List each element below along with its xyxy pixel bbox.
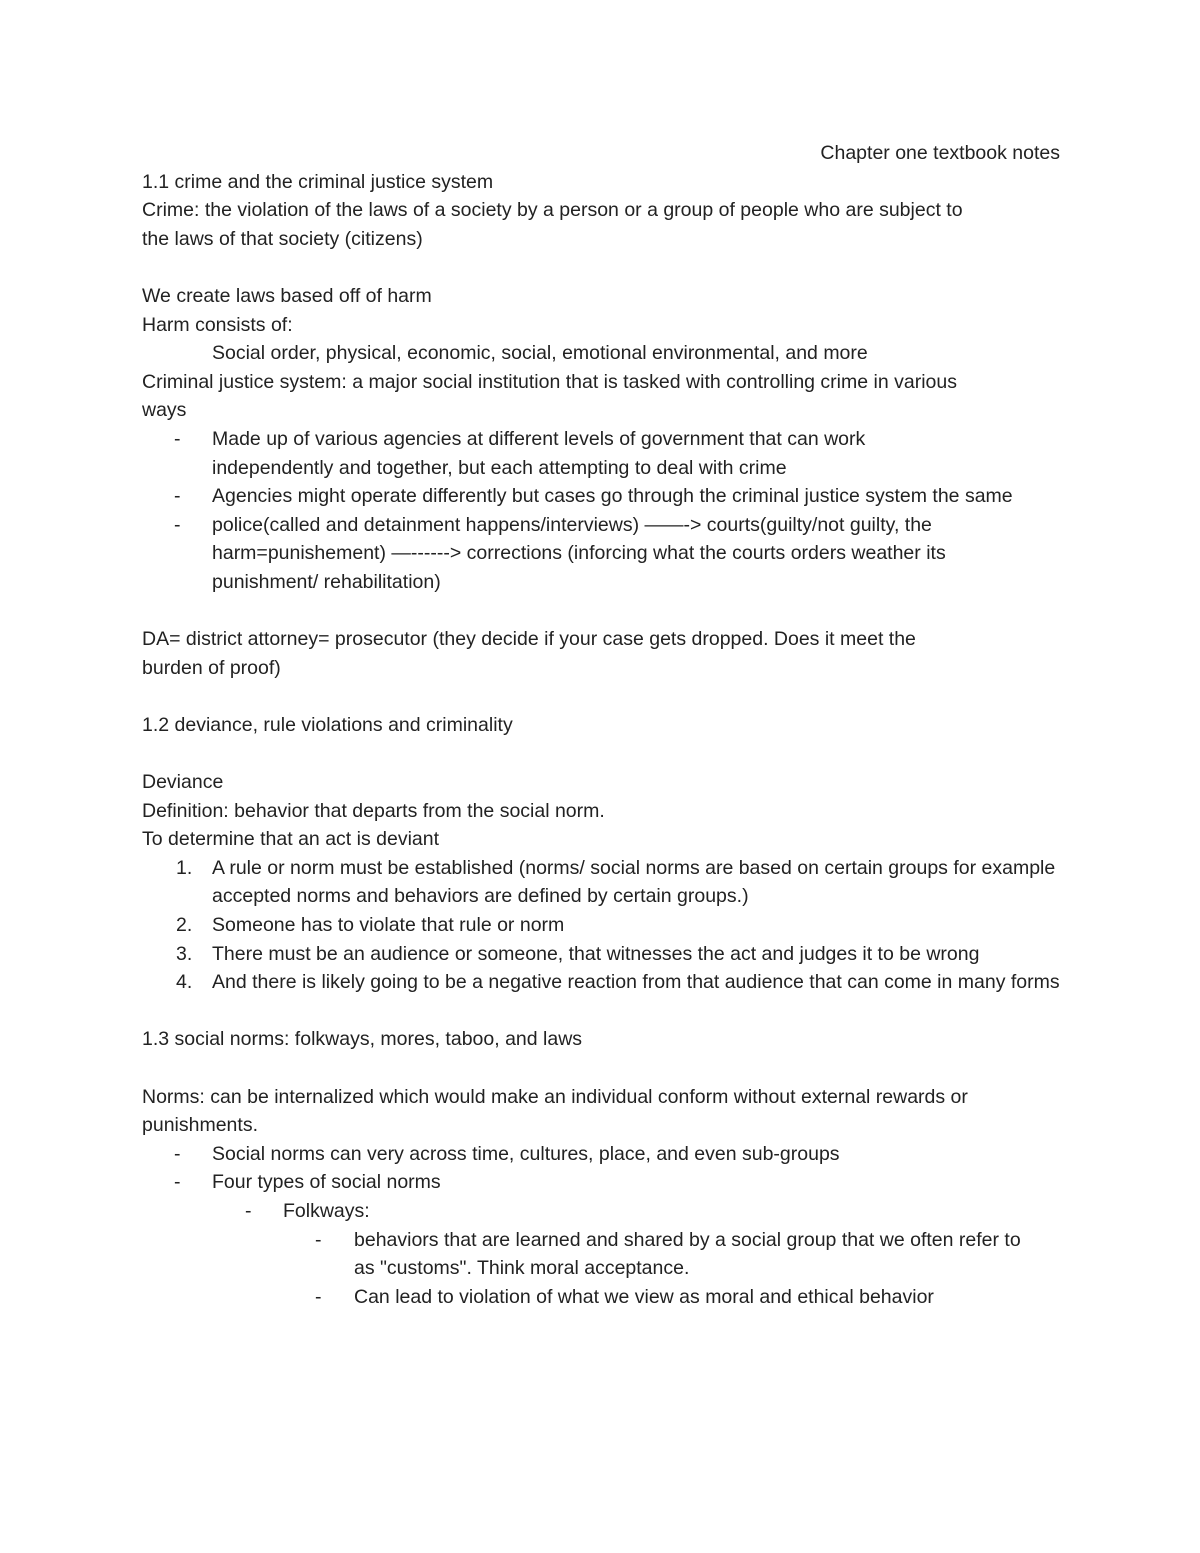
list-number: 1. xyxy=(176,856,193,879)
document-page xyxy=(142,139,1062,1311)
list-item-text: Can lead to violation of what we view as moral and ethical behavior xyxy=(354,1285,934,1308)
list-item xyxy=(142,940,1062,969)
bullet-dash: - xyxy=(174,1142,181,1165)
determine-text: To determine that an act is deviant xyxy=(142,828,440,851)
harm-list-text: Social order, physical, economic, social, emotional environmental, and more xyxy=(212,342,868,365)
deviance-definition: Definition: behavior that departs from the social norm. xyxy=(142,799,605,822)
section-heading-1-2: 1.2 deviance, rule violations and criminality xyxy=(142,713,513,736)
list-item xyxy=(142,425,1062,482)
list-item xyxy=(142,1140,1062,1169)
list-item xyxy=(142,968,1062,997)
deviance-heading: Deviance xyxy=(142,771,224,794)
bullet-dash: - xyxy=(315,1285,322,1308)
bullet-dash: - xyxy=(174,485,181,508)
blank-line xyxy=(142,997,1062,1026)
cjs-definition-line-2: ways xyxy=(142,399,187,422)
list-item xyxy=(142,1168,1062,1197)
list-item-text: Made up of various agencies at different levels of government that can work independently and together, but each attempting to deal with crime xyxy=(212,427,866,479)
list-item xyxy=(142,1197,1062,1226)
blank-line xyxy=(142,739,1062,768)
list-item xyxy=(142,511,1062,597)
list-item-text: Folkways: xyxy=(283,1199,370,1222)
list-item-text: behaviors that are learned and shared by a social group that we often refer to as "customs". Think moral acceptance. xyxy=(354,1228,1021,1280)
bullet-dash: - xyxy=(315,1228,322,1251)
norms-line-2: punishments. xyxy=(142,1114,258,1137)
da-line-1: DA= district attorney= prosecutor (they decide if your case gets dropped. Does it meet the xyxy=(142,628,916,651)
list-item xyxy=(142,1283,1062,1312)
list-number: 3. xyxy=(176,942,193,965)
section-heading-1-1: 1.1 crime and the criminal justice system xyxy=(142,170,494,193)
list-item-text: Someone has to violate that rule or norm xyxy=(212,914,565,937)
bullet-dash: - xyxy=(174,513,181,536)
crime-definition-line-2: the laws of that society (citizens) xyxy=(142,227,423,250)
crime-definition-line-1: Crime: the violation of the laws of a society by a person or a group of people who are subject to xyxy=(142,199,963,222)
blank-line xyxy=(142,253,1062,282)
list-item xyxy=(142,911,1062,940)
laws-harm-text: We create laws based off of harm xyxy=(142,284,432,307)
list-item xyxy=(142,854,1062,911)
cjs-definition-line-1: Criminal justice system: a major social institution that is tasked with controlling crime in various xyxy=(142,370,957,393)
list-item xyxy=(142,482,1062,511)
list-item xyxy=(142,1226,1062,1283)
harm-consists-text: Harm consists of: xyxy=(142,313,293,336)
list-number: 4. xyxy=(176,971,193,994)
bullet-dash: - xyxy=(245,1199,252,1222)
list-item-text: police(called and detainment happens/interviews) ——-> courts(guilty/not guilty, the harm=punishement) —------> corrections (inforcing what the courts orders weather its punishment/ rehabilitation) xyxy=(212,513,946,593)
list-item-text: A rule or norm must be established (norms/ social norms are based on certain groups for example accepted norms and behaviors are defined by certain groups.) xyxy=(212,856,1056,908)
da-line-2: burden of proof) xyxy=(142,656,281,679)
blank-line xyxy=(142,682,1062,711)
list-item-text: Four types of social norms xyxy=(212,1171,441,1194)
bullet-dash: - xyxy=(174,1171,181,1194)
blank-line xyxy=(142,1054,1062,1083)
list-number: 2. xyxy=(176,914,193,937)
list-item-text: And there is likely going to be a negative reaction from that audience that can come in many forms xyxy=(212,971,1060,994)
document-title: Chapter one textbook notes xyxy=(820,142,1060,164)
blank-line xyxy=(142,597,1062,626)
norms-line-1: Norms: can be internalized which would make an individual conform without external rewards or xyxy=(142,1085,968,1108)
list-item-text: Social norms can very across time, cultures, place, and even sub-groups xyxy=(212,1142,840,1165)
list-item-text: There must be an audience or someone, that witnesses the act and judges it to be wrong xyxy=(212,942,980,965)
bullet-dash: - xyxy=(174,427,181,450)
section-heading-1-3: 1.3 social norms: folkways, mores, taboo, and laws xyxy=(142,1028,583,1051)
list-item-text: Agencies might operate differently but cases go through the criminal justice system the same xyxy=(212,485,1013,508)
